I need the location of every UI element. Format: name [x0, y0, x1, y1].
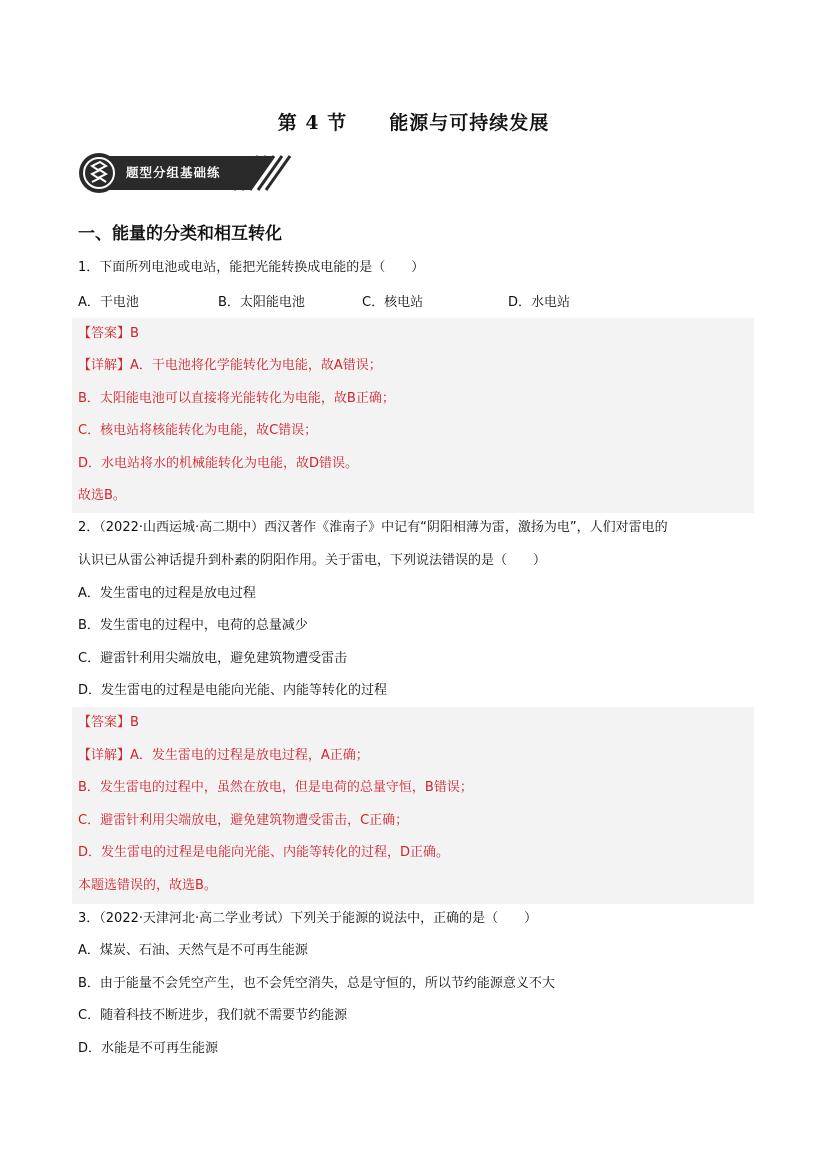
q1-detail-b: B．太阳能电池可以直接将光能转化为电能，故B正确；: [78, 391, 395, 406]
section-banner: [78, 152, 296, 194]
q1-option-a: A．干电池: [78, 295, 139, 310]
q2-answer: [78, 713, 139, 733]
q2-option-d: D．发生雷电的过程是电能向光能、内能等转化的过程: [78, 683, 388, 698]
q2-answer-value: B: [130, 715, 139, 730]
q1-answer-box: [72, 318, 754, 513]
q2-conclusion: 本题选错误的，故选B。: [78, 878, 217, 893]
q1-detail-tag: 【详解】: [78, 358, 131, 373]
q2-detail-tag: 【详解】: [78, 748, 131, 763]
q1-detail-a: [78, 356, 382, 376]
q2-answer-box: [72, 707, 754, 904]
q2-detail-a-text: A．发生雷电的过程是放电过程，A正确；: [130, 748, 369, 763]
q2-detail-d: D．发生雷电的过程是电能向光能、内能等转化的过程，D正确。: [78, 845, 450, 860]
page-title: [0, 108, 827, 135]
q2-detail-b: B．发生雷电的过程中，虽然在放电，但是电荷的总量守恒，B错误；: [78, 780, 473, 795]
q2-detail-c: C．避雷针利用尖端放电，避免建筑物遭受雷击，C正确；: [78, 813, 409, 828]
section-heading: 一、能量的分类和相互转化: [78, 224, 282, 244]
q2-answer-tag: 【答案】: [78, 715, 131, 730]
q3-stem: 3．（2022·天津河北·高二学业考试）下列关于能源的说法中，正确的是（ ）: [78, 911, 538, 926]
q1-answer-tag: 【答案】: [78, 326, 131, 341]
q1-option-b: B．太阳能电池: [218, 295, 305, 310]
q1-conclusion: 故选B。: [78, 488, 126, 503]
q2-stem-line1: 2．（2022·山西运城·高二期中）西汉著作《淮南子》中记有“阴阳相薄为雷，激扬为电”，人们对雷电的: [78, 520, 668, 535]
q1-detail-a-text: A．干电池将化学能转化为电能，故A错误；: [130, 358, 382, 373]
q1-option-d: D．水电站: [508, 295, 571, 310]
q1-stem: 1．下面所列电池或电站，能把光能转换成电能的是（ ）: [78, 260, 425, 275]
q3-option-d: D．水能是不可再生能源: [78, 1041, 219, 1056]
q1-detail-c: C．核电站将核能转化为电能，故C错误；: [78, 423, 318, 438]
banner-label: 题型分组基础练: [126, 165, 221, 180]
q1-detail-d: D．水电站将水的机械能转化为电能，故D错误。: [78, 456, 359, 471]
section-number: 第 4 节: [277, 112, 348, 134]
q2-option-c: C．避雷针利用尖端放电，避免建筑物遭受雷击: [78, 651, 348, 666]
q1-answer-value: B: [130, 326, 139, 341]
q2-detail-a: [78, 746, 369, 766]
section-name: 能源与可持续发展: [389, 112, 550, 134]
q2-stem-line2: 认识已从雷公神话提升到朴素的阴阳作用。关于雷电，下列说法错误的是（ ）: [78, 553, 547, 568]
q3-option-c: C．随着科技不断进步，我们就不需要节约能源: [78, 1008, 348, 1023]
q2-option-a: A．发生雷电的过程是放电过程: [78, 586, 256, 601]
q3-option-a: A．煤炭、石油、天然气是不可再生能源: [78, 943, 308, 958]
q1-answer: [78, 324, 139, 344]
q3-option-b: B．由于能量不会凭空产生，也不会凭空消失，总是守恒的，所以节约能源意义不大: [78, 976, 555, 991]
q2-option-b: B．发生雷电的过程中，电荷的总量减少: [78, 618, 308, 633]
q1-option-c: C．核电站: [362, 295, 424, 310]
